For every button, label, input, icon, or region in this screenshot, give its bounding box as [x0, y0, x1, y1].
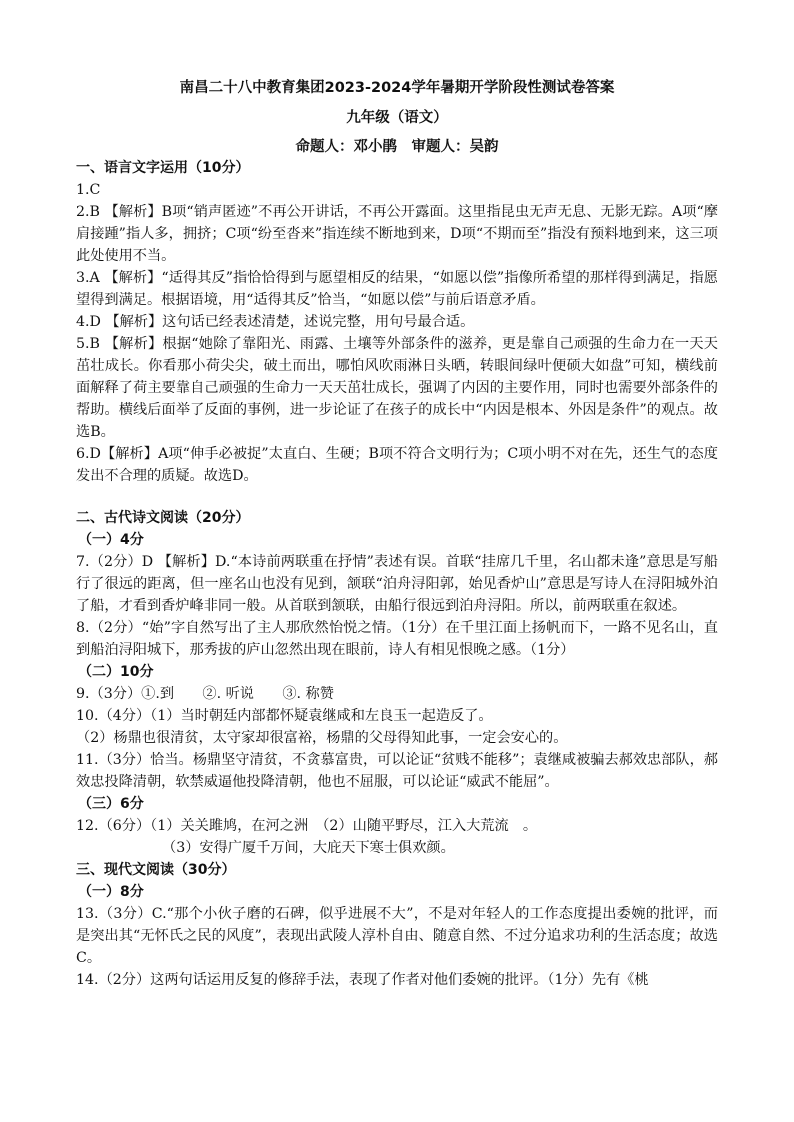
answer-q14: 14.（2分）这两句话运用反复的修辞手法，表现了作者对他们委婉的批评。（1分）先有《桃 — [76, 972, 649, 988]
answer-q1: 1.C — [76, 182, 101, 198]
subsection-heading-modern-1: （一）8分 — [78, 884, 144, 900]
answer-q7: 7.（2分）D 【解析】D.“本诗前两联重在抒情”表述有误。首联“挂席几千里，名山都未逢”意思是写船行了很远的距离，但一座名山也没有见到，颔联“泊舟浔阳郭，始见香炉山”意思是写诗人在浔阳城外泊了船，才看到香炉峰非同一般。从首联到颔联，由船行很远到泊舟浔阳。所以，前两联重在叙述。 — [76, 554, 718, 614]
answer-q10-part1: 10.（4分）（1）当时朝廷内部都怀疑袁继咸和左良玉一起造反了。 — [76, 708, 493, 724]
section-heading-modern-reading: 三、现代文阅读（30分） — [76, 862, 236, 878]
subsection-heading-1: （一）4分 — [78, 532, 144, 548]
document-subject: 九年级（语文） — [346, 110, 448, 126]
answer-q9: 9.（3分）①.到 ②. 听说 ③. 称赞 — [76, 686, 334, 702]
section-heading-language: 一、语言文字运用（10分） — [76, 160, 250, 176]
answer-q2: 2.B 【解析】B项“销声匿迹”不再公开讲话，不再公开露面。这里指昆虫无声无息、无影无踪。A项“摩肩接踵”指人多，拥挤；C项“纷至沓来”指连续不断地到来，D项“不期而至”指没有预料地到来，这三项此处使用不当。 — [76, 204, 718, 264]
answer-q3: 3.A 【解析】“适得其反”指恰恰得到与愿望相反的结果，“如愿以偿”指像所希望的那样得到满足，指愿望得到满足。根据语境，用“适得其反”恰当，“如愿以偿”与前后语意矛盾。 — [76, 270, 718, 308]
subsection-heading-2: （二）10分 — [78, 664, 154, 680]
answer-q4: 4.D 【解析】这句话已经表述清楚，述说完整，用句号最合适。 — [76, 314, 475, 330]
subsection-heading-3: （三）6分 — [78, 796, 144, 812]
answer-q11: 11.（3分）恰当。杨鼎坚守清贫，不贪慕富贵，可以论证“贫贱不能移”；袁继咸被骗去郝效忠部队，郝效忠投降清朝，软禁威逼他投降清朝，他也不屈服，可以论证“威武不能屈”。 — [76, 752, 718, 790]
answer-q5: 5.B 【解析】根据“她除了靠阳光、雨露、土壤等外部条件的滋养，更是靠自己顽强的生命力在一天天茁壮成长。你看那小荷尖尖，破土而出，哪怕风吹雨淋日头晒，转眼间绿叶便硕大如盘”可知，横线前面解释了荷主要靠自己顽强的生命力一天天茁壮成长，强调了内因的主要作用，同时也需要外部条件的帮助。横线后面举了反面的事例，进一步论证了在孩子的成长中“内因是根本、外因是条件”的观点。故选B。 — [76, 336, 718, 440]
document-title: 南昌二十八中教育集团2023-2024学年暑期开学阶段性测试卷答案 — [179, 80, 615, 96]
document-authors: 命题人：邓小鹃 审题人：吴韵 — [295, 139, 499, 155]
answer-q8: 8.（2分）“始”字自然写出了主人那欣然怡悦之情。（1分）在千里江面上扬帆而下，一路不见名山，直到船泊浔阳城下，那秀拔的庐山忽然出现在眼前，诗人有相见恨晚之感。（1分） — [76, 620, 718, 658]
answer-q10-part2: （2）杨鼎也很清贫，太守家却很富裕，杨鼎的父母得知此事，一定会安心的。 — [76, 730, 568, 746]
answer-body — [76, 157, 718, 991]
section-spacer — [76, 487, 718, 507]
answer-q13: 13.（3分）C.“那个小伙子磨的石碑，似乎进展不大”，不是对年轻人的工作态度提出委婉的批评，而是突出其“无怀氏之民的风度”，表现出武陵人淳朴自由、随意自然、不过分追求功利的生活态度；故选C。 — [76, 906, 718, 966]
section-heading-ancient-poetry: 二、古代诗文阅读（20分） — [76, 510, 250, 526]
answer-q12-line1: 12.（6分）（1）关关雎鸠，在河之洲 （2）山随平野尽，江入大荒流 。 — [76, 818, 538, 834]
answer-q6: 6.D【解析】A项“伸手必被捉”太直白、生硬；B项不符合文明行为；C项小明不对在先，还生气的态度发出不合理的质疑。故选D。 — [76, 446, 718, 484]
answer-q12-line2: （3）安得广厦千万间，大庇天下寒士俱欢颜。 — [162, 840, 455, 856]
